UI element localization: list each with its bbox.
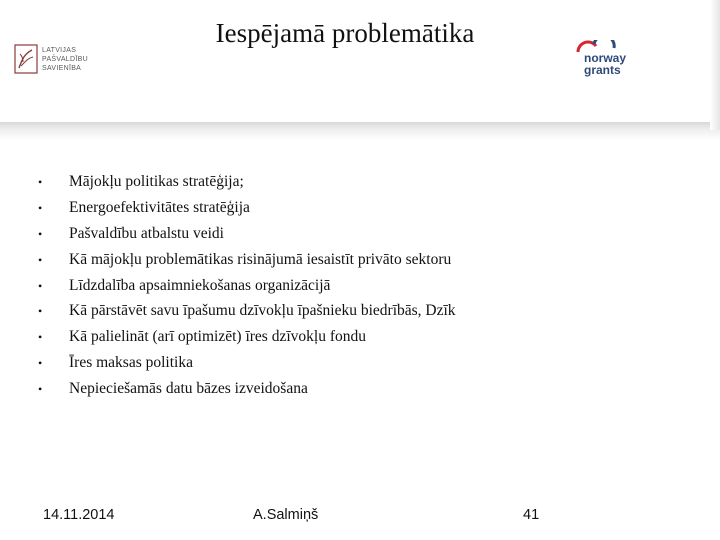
list-item-text: Energoefektivitātes stratēģija <box>69 198 250 216</box>
bullet-dot: • <box>38 200 43 215</box>
list-item-text: Kā mājokļu problemātikas risinājumā iesaistīt privāto sektoru <box>69 250 452 268</box>
bullet-dot: • <box>38 356 43 371</box>
lpas-emblem-icon <box>14 44 38 74</box>
bullet-dot: • <box>38 175 43 189</box>
footer-author: A.Salmiņš <box>253 507 319 523</box>
list-item-text: Kā palielināt (arī optimizēt) īres dzīvokļu fondu <box>69 328 366 346</box>
bullet-dot: • <box>38 226 43 241</box>
list-item-text: Līdzdalība apsaimniekošanas organizācijā <box>69 276 331 294</box>
list-item <box>38 251 456 277</box>
list-item-text: Mājokļu politikas stratēģija; <box>69 173 244 190</box>
list-item <box>38 225 456 251</box>
footer-date: 14.11.2014 <box>43 507 115 523</box>
bullet-dot: • <box>38 278 43 293</box>
list-item <box>38 380 456 406</box>
slide-title: Iespējamā problemātika <box>215 18 475 48</box>
list-item <box>38 354 456 380</box>
norway-grants-logo <box>574 40 654 80</box>
bullet-list <box>38 173 456 406</box>
norway-grants-line: grants <box>584 63 621 77</box>
bullet-dot: • <box>38 330 43 345</box>
list-item <box>38 173 456 199</box>
list-item-text: Kā pārstāvēt savu īpašumu dzīvokļu īpašnieku biedrībās, Dzīk <box>69 302 456 320</box>
footer-page-number: 41 <box>523 507 540 523</box>
header-right-shadow <box>710 0 720 130</box>
list-item-text: Nepieciešamās datu bāzes izveidošana <box>69 380 308 398</box>
lpas-logo-line: PAŠVALDĪBU <box>42 55 88 63</box>
norway-grants-line: norway <box>584 51 627 65</box>
bullet-dot: • <box>38 252 43 267</box>
bullet-dot: • <box>38 382 43 397</box>
header-divider-shadow <box>0 122 720 140</box>
lpas-logo-text <box>42 46 88 73</box>
lpas-logo-line: LATVIJAS <box>42 46 77 54</box>
norway-grants-text <box>584 52 626 76</box>
lpas-logo <box>14 44 88 74</box>
list-item <box>38 277 456 303</box>
list-item-text: Pašvaldību atbalstu veidi <box>69 224 224 242</box>
list-item <box>38 302 456 328</box>
list-item-text: Īres maksas politika <box>69 354 193 372</box>
bullet-dot: • <box>38 304 43 319</box>
lpas-logo-line: SAVIENĪBA <box>42 64 82 72</box>
list-item <box>38 328 456 354</box>
list-item <box>38 199 456 225</box>
